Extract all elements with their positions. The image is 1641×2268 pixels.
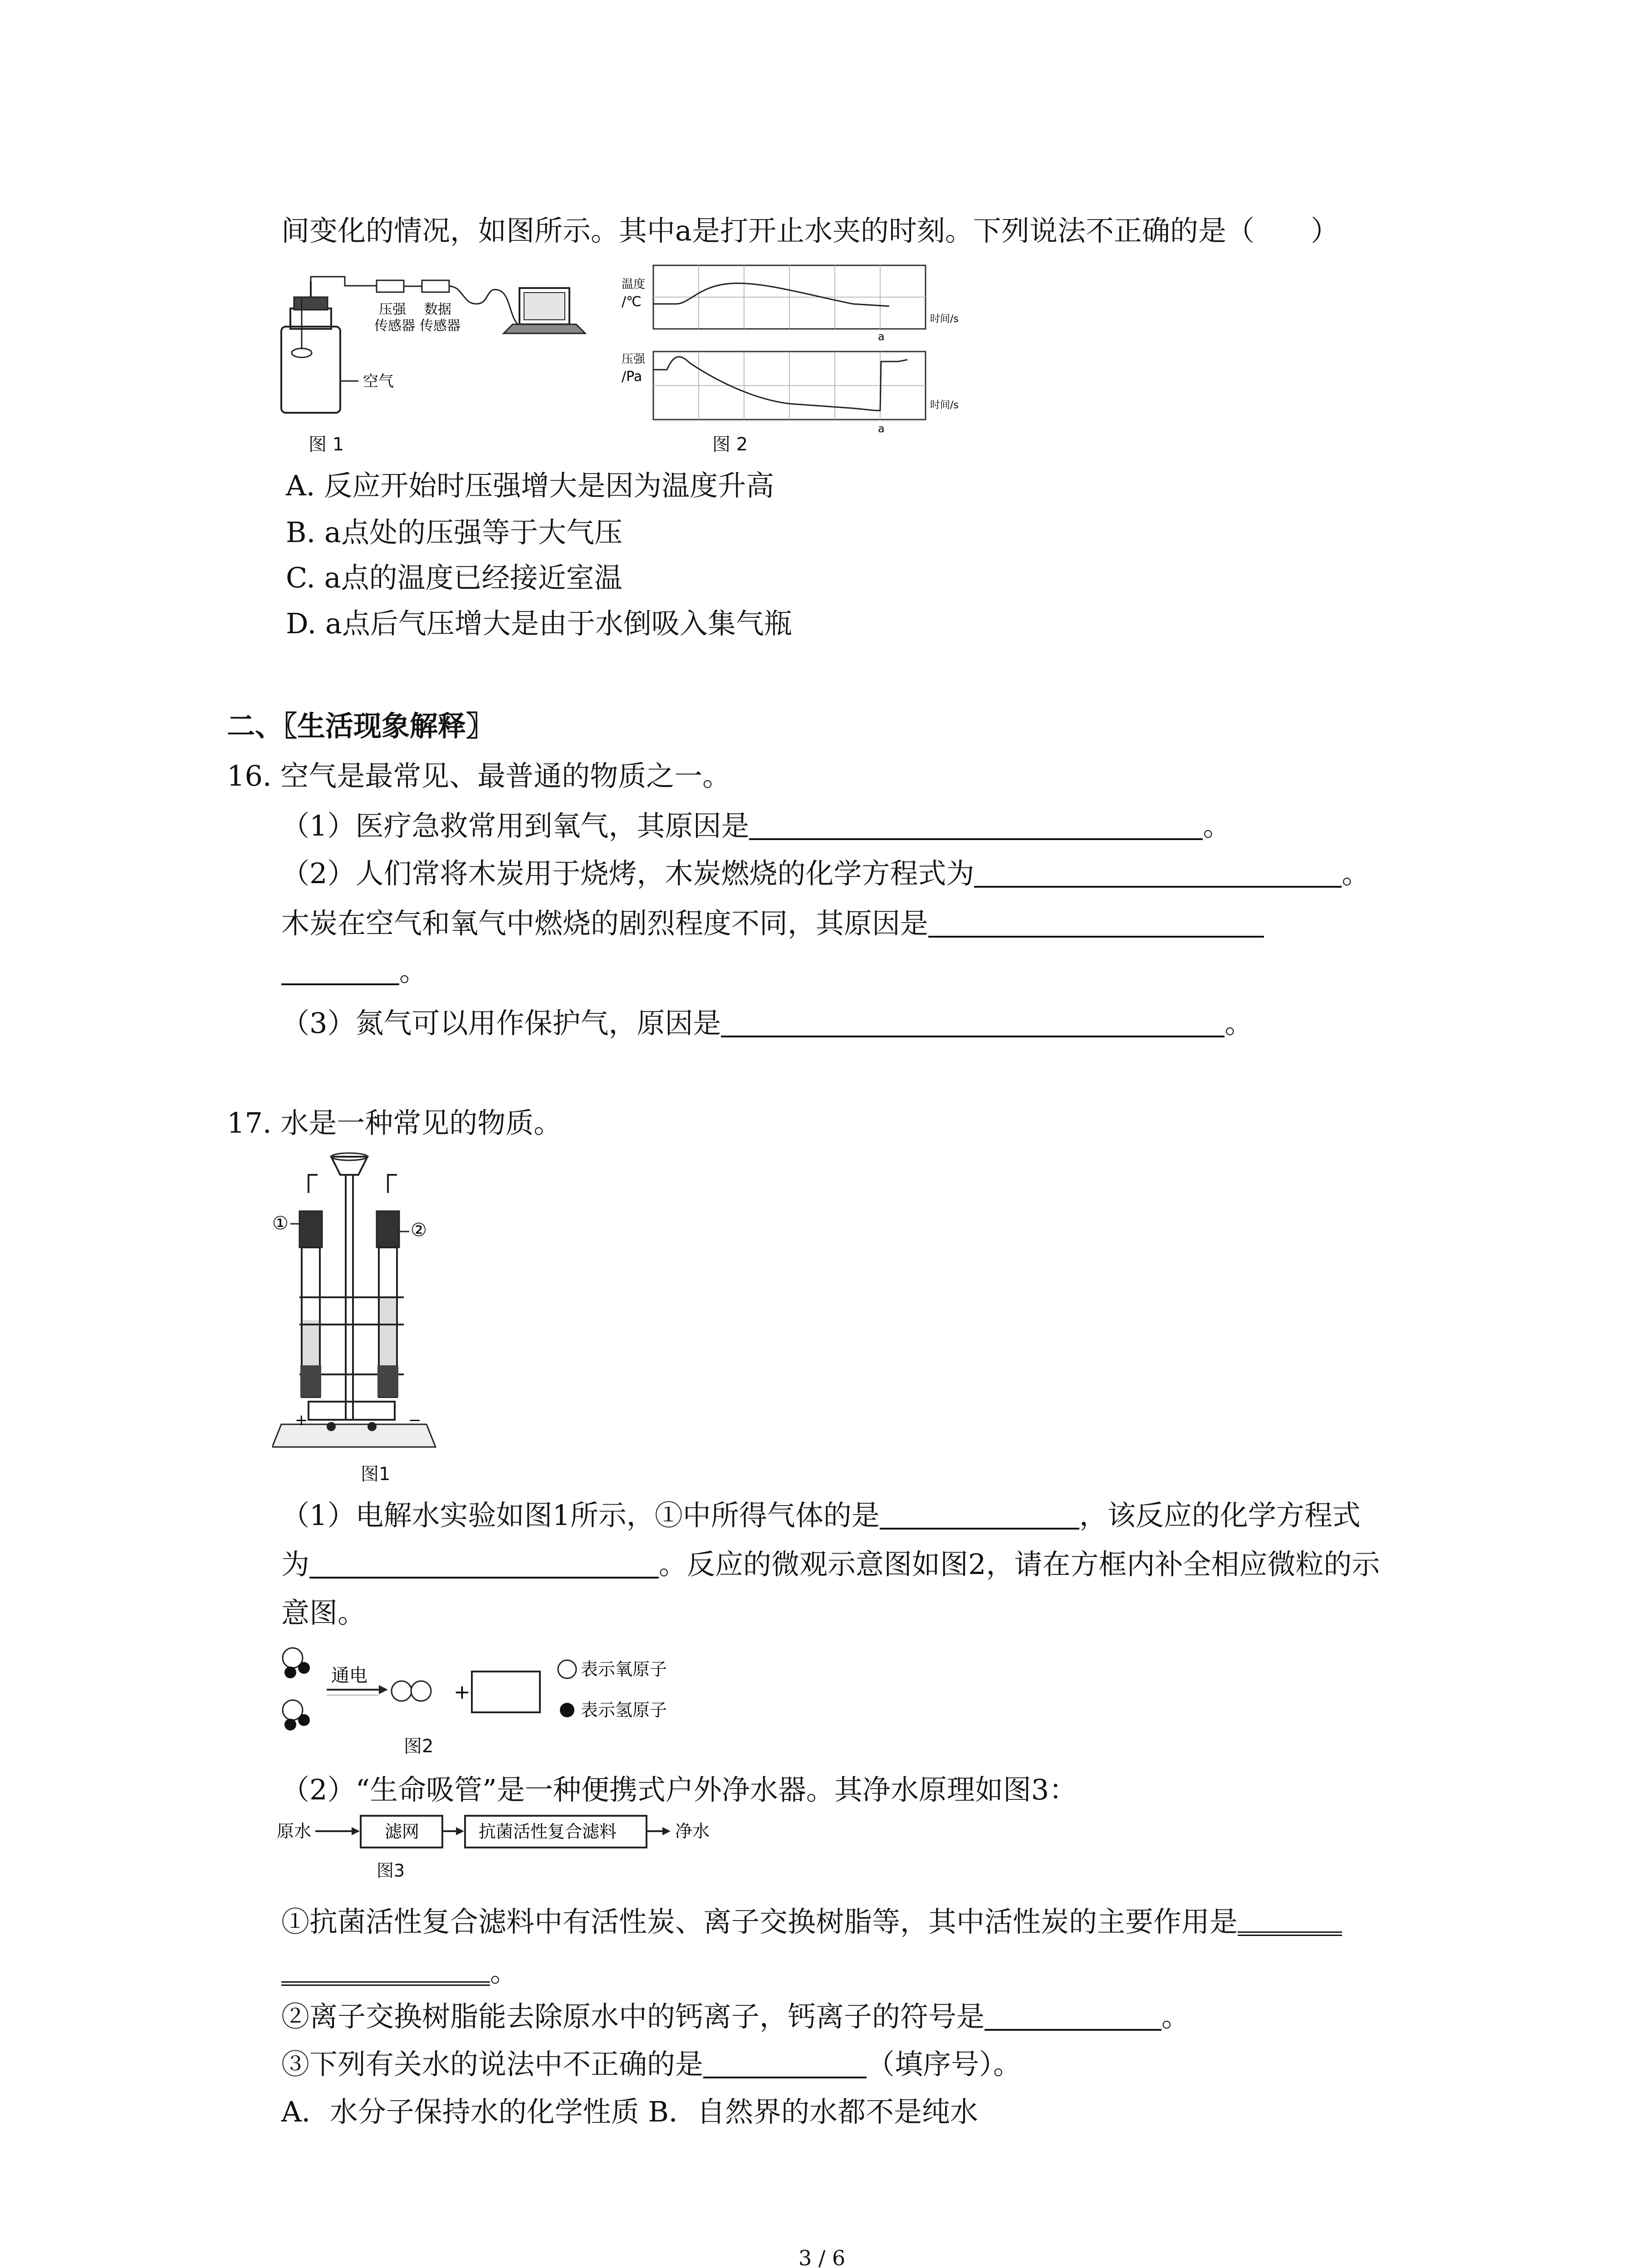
temp-axis-label-b: /℃ xyxy=(622,294,642,310)
clean-water-label: 净水 xyxy=(675,1821,710,1841)
q17-sub3-end: （填序号）。 xyxy=(867,2048,1022,2081)
q15-option-b: B. a点处的压强等于大气压 xyxy=(286,516,622,549)
q15-figure-2 xyxy=(617,261,962,455)
q17-sub1-end: 。 xyxy=(490,1955,519,1988)
pressure-axis-label-b: /Pa xyxy=(622,369,642,385)
q15-fig2-caption: 图 2 xyxy=(712,434,748,455)
q16-part2-end: 。 xyxy=(1342,857,1370,890)
q17-fig3-caption: 图3 xyxy=(377,1861,405,1881)
q17-sub2-end: 。 xyxy=(1161,2000,1190,2033)
tube-1-mark: ① xyxy=(272,1213,289,1234)
air-label: 空气 xyxy=(363,372,394,391)
q17-blank-1[interactable] xyxy=(880,1501,1079,1530)
q15-option-d: D. a点后气压增大是由于水倒吸入集气瓶 xyxy=(286,607,792,640)
q17-fig2-caption: 图2 xyxy=(404,1736,434,1757)
q17-sub1-text: ①抗菌活性复合滤料中有活性炭、离子交换树脂等，其中活性炭的主要作用是 xyxy=(281,1905,1238,1938)
sensor1-label-a: 压强 xyxy=(379,302,406,318)
temp-axis-label-a: 温度 xyxy=(622,278,646,291)
q17-part1b-end: 。反应的微观示意图如图2，请在方框内补全相应微粒的示 xyxy=(659,1548,1380,1581)
point-a-label-2: a xyxy=(878,422,885,435)
q16-blank-3-cont[interactable] xyxy=(281,957,399,985)
composite-filter-label: 抗菌活性复合滤料 xyxy=(479,1822,617,1842)
q16-blank-2[interactable] xyxy=(974,860,1342,888)
q15-fig1-caption: 图 1 xyxy=(309,434,344,455)
q17-sub1 xyxy=(281,1905,1342,1936)
q16-blank-3[interactable] xyxy=(928,909,1264,938)
q16-blank-1[interactable] xyxy=(749,812,1203,840)
q15-option-c: C. a点的温度已经接近室温 xyxy=(286,561,622,594)
answer-box[interactable] xyxy=(472,1672,540,1712)
q16-part2b xyxy=(281,909,1264,938)
sensor2-label-b: 传感器 xyxy=(420,318,460,334)
positive-sign: + xyxy=(295,1411,308,1429)
pressure-axis-label-a: 压强 xyxy=(622,352,646,366)
plus-sign: + xyxy=(454,1681,470,1704)
legend-hydrogen: 表示氢原子 xyxy=(581,1700,667,1720)
point-a-label-1: a xyxy=(878,330,885,343)
q16-part2b-text: 木炭在空气和氧气中燃烧的剧烈程度不同，其原因是 xyxy=(281,907,929,940)
q17-blank-3-cont[interactable] xyxy=(281,1955,490,1986)
q17-part1b-text: 为 xyxy=(281,1548,310,1581)
q17-blank-3[interactable] xyxy=(1238,1905,1342,1936)
q17-part1c: 意图。 xyxy=(281,1596,366,1629)
arrow-label: 通电 xyxy=(331,1665,367,1686)
q17-sub2 xyxy=(281,2000,1190,2033)
q16-part3-end: 。 xyxy=(1225,1007,1253,1040)
q17-sub1-cont xyxy=(281,1955,518,1986)
filter-box-label: 滤网 xyxy=(385,1822,420,1842)
q17-part1-mid: ，该反应的化学方程式 xyxy=(1079,1499,1361,1532)
q17-fig1-caption: 图1 xyxy=(361,1464,391,1485)
section-heading: 二、〖生活现象解释〗 xyxy=(227,709,495,743)
q17-options: A．水分子保持水的化学性质 B．自然界的水都不是纯水 xyxy=(281,2095,979,2128)
q16-part2c xyxy=(281,954,428,987)
q17-part1-text: （1）电解水实验如图1所示，①中所得气体的是 xyxy=(281,1499,880,1532)
q16-part2-text: （2）人们常将木炭用于烧烤，木炭燃烧的化学方程式为 xyxy=(281,857,975,890)
negative-sign: − xyxy=(408,1411,421,1429)
q17-blank-5[interactable] xyxy=(703,2050,867,2078)
sensor2-label-a: 数据 xyxy=(424,302,451,318)
q17-part1 xyxy=(281,1501,1361,1530)
sensor1-label-b: 传感器 xyxy=(374,318,415,334)
q16-part1-end: 。 xyxy=(1203,809,1231,842)
q17-part1b xyxy=(281,1550,1380,1579)
page-number: 3 / 6 xyxy=(798,2246,846,2268)
q17-part2: （2）“生命吸管”是一种便携式户外净水器。其净水原理如图3： xyxy=(281,1773,1078,1806)
legend-oxygen: 表示氧原子 xyxy=(581,1659,667,1679)
q17-blank-2[interactable] xyxy=(309,1550,659,1579)
q17-figure-2 xyxy=(277,1644,730,1757)
q15-option-a: A. 反应开始时压强增大是因为温度升高 xyxy=(286,469,774,502)
q17-figure-1 xyxy=(272,1148,445,1485)
q16-stem: 16. 空气是最常见、最普通的物质之一。 xyxy=(227,759,731,792)
raw-water-label: 原水 xyxy=(277,1821,312,1841)
q15-stem: 间变化的情况，如图所示。其中a是打开止水夹的时刻。下列说法不正确的是（ ） xyxy=(281,214,1339,247)
q15-figure-1 xyxy=(272,272,590,463)
q17-sub3 xyxy=(281,2048,1022,2081)
q17-stem: 17. 水是一种常见的物质。 xyxy=(227,1106,562,1139)
tube-2-mark: ② xyxy=(411,1220,427,1241)
q17-sub2-text: ②离子交换树脂能去除原水中的钙离子，钙离子的符号是 xyxy=(281,2000,985,2033)
q17-sub3-text: ③下列有关水的说法中不正确的是 xyxy=(281,2048,704,2081)
q16-part2 xyxy=(281,857,1370,890)
time-axis-label-2: 时间/s xyxy=(930,400,959,411)
q16-part1-text: （1）医疗急救常用到氧气，其原因是 xyxy=(281,809,749,842)
q17-figure-3 xyxy=(277,1812,776,1880)
q16-part3-text: （3）氮气可以用作保护气，原因是 xyxy=(281,1007,721,1040)
q16-part1 xyxy=(281,809,1231,842)
q16-part2c-end: 。 xyxy=(399,954,428,987)
q16-blank-4[interactable] xyxy=(721,1009,1225,1037)
q16-part3 xyxy=(281,1007,1253,1040)
time-axis-label-1: 时间/s xyxy=(930,313,959,325)
q17-blank-4[interactable] xyxy=(985,2003,1161,2031)
